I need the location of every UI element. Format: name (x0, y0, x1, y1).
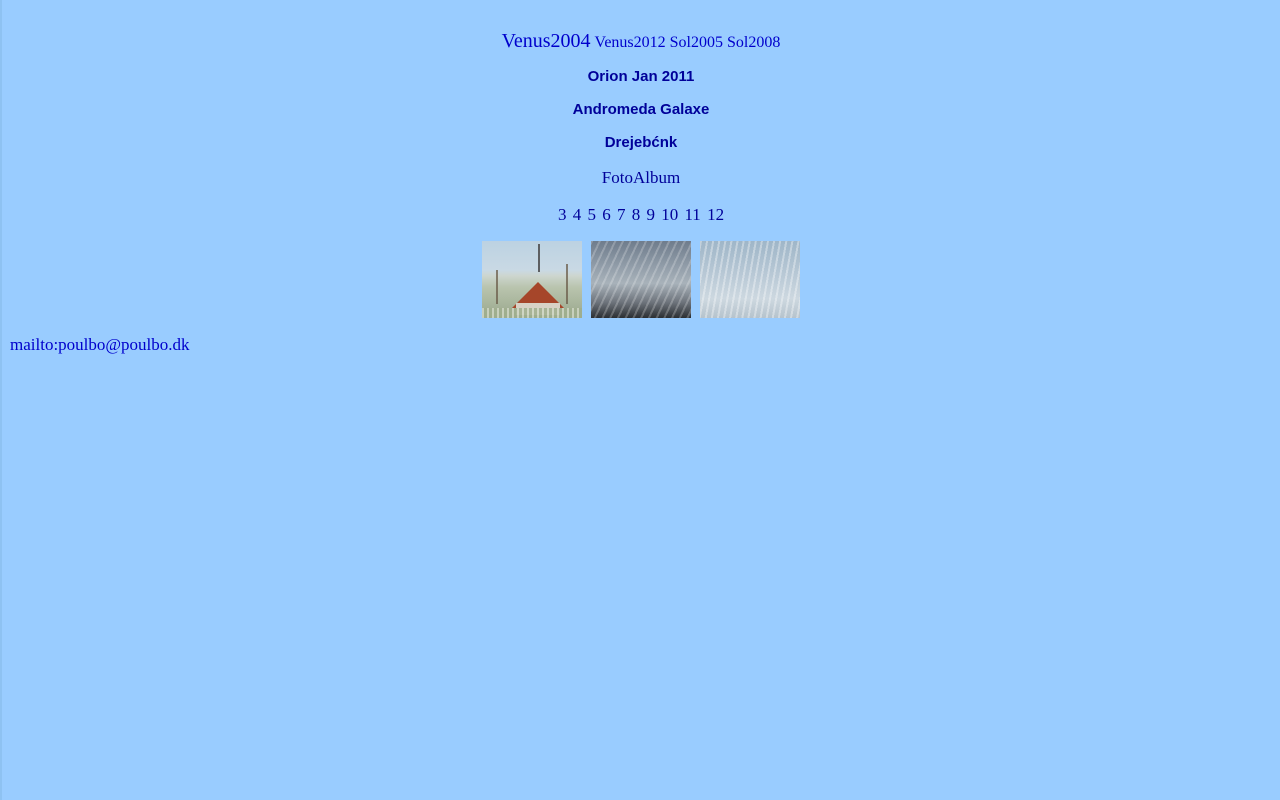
pagination (2, 205, 1280, 225)
house-winter-thumbnail[interactable] (482, 241, 582, 318)
tree-shape (566, 264, 568, 304)
page-link-11[interactable]: 11 (684, 205, 701, 224)
heading-andromeda (2, 101, 1280, 118)
thumbnail-gallery (2, 241, 1280, 318)
nav-link-venus2012[interactable]: Venus2012 (594, 34, 666, 51)
nav-link-venus2004[interactable]: Venus2004 (501, 30, 591, 52)
page-link-7[interactable]: 7 (616, 205, 626, 224)
footer-mail (10, 335, 190, 355)
page-link-12[interactable]: 12 (707, 205, 725, 224)
fence-shape (482, 308, 582, 318)
page-link-3[interactable]: 3 (557, 205, 567, 224)
heading-drejebcnk (2, 134, 1280, 151)
link-andromeda-galaxe[interactable]: Andromeda Galaxe (572, 101, 710, 118)
page-link-8[interactable]: 8 (631, 205, 641, 224)
link-orion-jan-2011[interactable]: Orion Jan 2011 (587, 68, 695, 85)
album-title (2, 168, 1280, 188)
tree-shape (496, 270, 498, 304)
nav-link-sol2005[interactable]: Sol2005 (669, 34, 723, 51)
mailto-link[interactable]: mailto:poulbo@poulbo.dk (10, 335, 190, 354)
antenna-mast-shape (538, 244, 540, 272)
page-link-4[interactable]: 4 (572, 205, 582, 224)
link-fotoalbum[interactable]: FotoAlbum (601, 168, 681, 187)
page-link-6[interactable]: 6 (602, 205, 611, 224)
page-link-5[interactable]: 5 (587, 205, 596, 224)
dark-cirrus-sky-thumbnail[interactable] (591, 241, 691, 318)
light-cirrus-sky-thumbnail[interactable] (700, 241, 800, 318)
page-link-10[interactable]: 10 (661, 205, 679, 224)
nav-link-sol2008[interactable]: Sol2008 (727, 34, 781, 51)
page-link-9[interactable]: 9 (646, 205, 655, 224)
link-drejebcnk[interactable]: Drejebćnk (604, 134, 678, 151)
heading-orion (2, 68, 1280, 85)
top-nav (2, 0, 1280, 52)
